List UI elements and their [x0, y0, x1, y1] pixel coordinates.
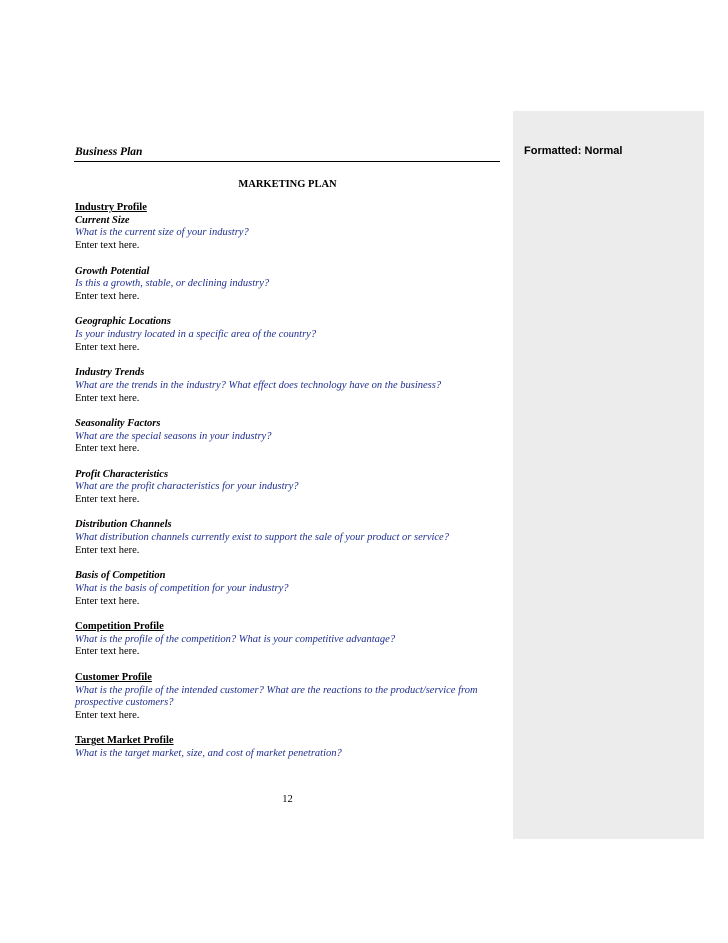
- subsection-heading: Growth Potential: [75, 265, 150, 277]
- profit-characteristics-section: [75, 469, 503, 507]
- answer-field[interactable]: Enter text here.: [75, 709, 140, 721]
- geographic-locations-section: [75, 316, 503, 354]
- answer-field[interactable]: Enter text here.: [75, 544, 140, 556]
- prompt-question: What are the profit characteristics for your industry?: [75, 481, 299, 493]
- answer-field[interactable]: Enter text here.: [75, 646, 140, 658]
- comment-pane: [513, 111, 704, 839]
- prompt-question: What are the special seasons in your industry?: [75, 430, 272, 442]
- answer-field[interactable]: Enter text here.: [75, 595, 140, 607]
- section-heading: Customer Profile: [75, 671, 152, 683]
- page-header: Business Plan: [75, 146, 143, 158]
- subsection-heading: Basis of Competition: [75, 570, 166, 582]
- header-divider: [74, 161, 500, 162]
- seasonality-section: [75, 418, 503, 456]
- prompt-question: What is the current size of your industry?: [75, 227, 249, 239]
- distribution-channels-section: [75, 519, 503, 557]
- subsection-heading: Current Size: [75, 214, 130, 226]
- prompt-question: Is your industry located in a specific area of the country?: [75, 329, 317, 340]
- prompt-question: What is the profile of the competition? What is your competitive advantage?: [75, 633, 396, 645]
- prompt-question: What are the trends in the industry? What effect does technology have on the business?: [75, 379, 442, 391]
- subsection-heading: Profit Characteristics: [75, 468, 169, 480]
- growth-potential-section: [75, 266, 503, 304]
- subsection-heading: Seasonality Factors: [75, 417, 161, 429]
- industry-trends-section: [75, 367, 503, 405]
- prompt-question: What is the profile of the intended customer? What are the reactions to the product/service from prospective customers?: [75, 684, 478, 709]
- industry-profile-section: [75, 202, 503, 253]
- answer-field[interactable]: Enter text here.: [75, 240, 140, 252]
- prompt-question: What is the basis of competition for your industry?: [75, 582, 289, 594]
- section-heading: Industry Profile: [75, 202, 147, 213]
- competition-profile-section: [75, 621, 503, 659]
- section-heading: Target Market Profile: [75, 735, 174, 747]
- comment-label: Formatted: Normal: [524, 145, 623, 157]
- answer-field[interactable]: Enter text here.: [75, 392, 140, 404]
- section-heading: Competition Profile: [75, 621, 164, 633]
- subsection-heading: Distribution Channels: [75, 519, 172, 531]
- prompt-question: Is this a growth, stable, or declining industry?: [75, 278, 270, 290]
- page-number: 12: [282, 794, 293, 805]
- customer-profile-section: [75, 672, 503, 723]
- subsection-heading: Industry Trends: [75, 367, 145, 379]
- basis-of-competition-section: [75, 570, 503, 608]
- prompt-question: What distribution channels currently exist to support the sale of your product or service?: [75, 532, 449, 544]
- answer-field[interactable]: Enter text here.: [75, 494, 140, 506]
- answer-field[interactable]: Enter text here.: [75, 290, 140, 302]
- section-title: MARKETING PLAN: [238, 179, 337, 190]
- answer-field[interactable]: Enter text here.: [75, 443, 140, 455]
- subsection-heading: Geographic Locations: [75, 316, 171, 328]
- target-market-section: [75, 735, 503, 760]
- document-body: [75, 202, 503, 773]
- answer-field[interactable]: Enter text here.: [75, 341, 140, 353]
- prompt-question: What is the target market, size, and cost of market penetration?: [75, 748, 342, 760]
